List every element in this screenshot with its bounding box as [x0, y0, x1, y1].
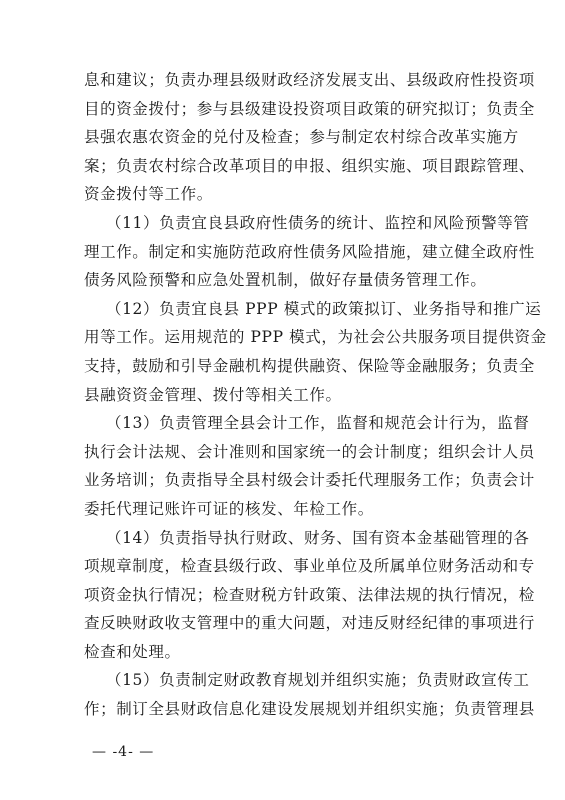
text-line: 资金拨付等工作。: [84, 185, 213, 204]
text-line: 息和建议；负责办理县级财政经济发展支出、县级政府性投资项: [84, 71, 535, 89]
text-line: 项资金执行情况；检查财税方针政策、法律法规的执行情况，检: [84, 585, 535, 604]
text-line: （11）负责宜良县政府性债务的统计、监控和风险预警等管: [106, 213, 530, 232]
text-line: （15）负责制定财政教育规划并组织实施；负责财政宣传工: [106, 671, 530, 690]
text-line: 案；负责农村综合改革项目的申报、组织实施、项目跟踪管理、: [84, 156, 535, 175]
text-line: 债务风险预警和应急处置机制，做好存量债务管理工作。: [84, 271, 487, 290]
text-line: 项规章制度，检查县级行政、事业单位及所属单位财务活动和专: [84, 557, 535, 576]
text-line: （12）负责宜良县 PPP 模式的政策拟订、业务指导和推广运: [106, 299, 542, 318]
text-line: 作；制订全县财政信息化建设发展规划并组织实施；负责管理县: [84, 700, 535, 719]
text-line: 县强农惠农资金的兑付及检查；参与制定农村综合改革实施方: [84, 128, 519, 147]
page-number: — -4- —: [92, 744, 155, 760]
text-line: 县融资资金管理、拨付等相关工作。: [84, 385, 342, 404]
text-line: 业务培训；负责指导全县村级会计委托代理服务工作；负责会计: [84, 471, 535, 490]
text-line: 委托代理记账许可证的核发、年检工作。: [84, 499, 374, 518]
text-line: （14）负责指导执行财政、财务、国有资本金基础管理的各: [106, 528, 530, 547]
text-line: 支持，鼓励和引导金融机构提供融资、保险等金融服务；负责全: [84, 356, 535, 375]
text-line: （13）负责管理全县会计工作，监督和规范会计行为，监督: [106, 414, 530, 433]
text-line: 查反映财政收支管理中的重大问题，对违反财经纪律的事项进行: [84, 614, 535, 633]
text-line: 用等工作。运用规范的 PPP 模式，为社会公共服务项目提供资金: [84, 328, 547, 347]
text-line: 理工作。制定和实施防范政府性债务风险措施，建立健全政府性: [84, 242, 535, 261]
document-body: [84, 66, 547, 724]
text-line: 目的资金拨付；参与县级建设投资项目政策的研究拟订；负责全: [84, 99, 535, 118]
text-line: 执行会计法规、会计准则和国家统一的会计制度；组织会计人员: [84, 442, 535, 461]
text-line: 检查和处理。: [84, 642, 181, 661]
